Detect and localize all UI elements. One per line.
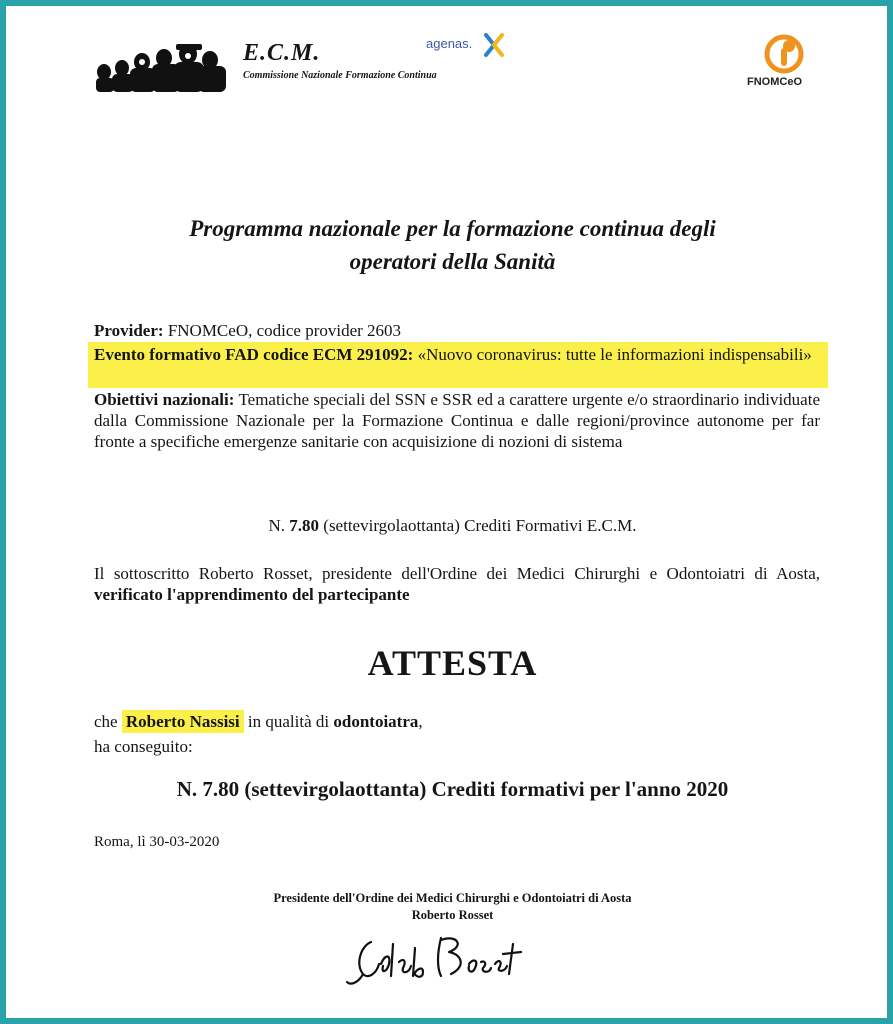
conseguito-line: ha conseguito: xyxy=(94,737,193,756)
recipient-role-prefix: in qualità di xyxy=(247,712,330,731)
recipient-line xyxy=(94,712,423,732)
recipient-role-suffix: , xyxy=(418,712,423,731)
signatory-block xyxy=(6,890,893,924)
fnomceo-emblem-icon xyxy=(763,34,805,74)
credits-line xyxy=(6,516,893,536)
statement-text: Il sottoscritto Roberto Rosset, presidente dell'Ordine dei Medici Chirurghi e Odontoiatri di Aosta, xyxy=(94,564,820,583)
provider-value: FNOMCeO, codice provider 2603 xyxy=(167,321,402,340)
credits-prefix: N. xyxy=(268,516,286,535)
title-line-2: operatori della Sanità xyxy=(349,249,556,274)
ecm-figures-logo xyxy=(92,34,242,94)
credits-suffix: (settevirgolaottanta) Crediti Formativi E.C.M. xyxy=(323,516,637,535)
signatory-title: Presidente dell'Ordine dei Medici Chirurghi e Odontoiatri di Aosta xyxy=(273,891,632,905)
document-title xyxy=(6,212,893,278)
ecm-subtitle: Commissione Nazionale Formazione Continua xyxy=(243,70,437,81)
title-line-1: Programma nazionale per la formazione continua degli xyxy=(189,216,716,241)
event-line xyxy=(94,344,820,365)
provider-label: Provider: xyxy=(94,321,164,340)
recipient-che: che xyxy=(94,712,118,731)
provider-line xyxy=(94,320,820,341)
fnomceo-logo-text: FNOMCeO xyxy=(747,76,802,88)
credits-year-line: N. 7.80 (settevirgolaottanta) Crediti formativi per l'anno 2020 xyxy=(176,777,729,801)
credits-number: 7.80 xyxy=(289,516,320,535)
ecm-title: E.C.M. xyxy=(243,40,321,66)
objectives-value: Tematiche speciali del SSN e SSR ed a carattere urgente e/o straordinario individuate dalla Commissione Nazionale per la Formazione Continua e dalle regioni/province autonome per far fronte a specifiche emergenze sanitarie con acquisizione di nozioni di sistema xyxy=(94,390,820,451)
event-label: Evento formativo FAD codice ECM 291092: xyxy=(94,345,414,364)
statement-bold: verificato l'apprendimento del partecipante xyxy=(94,585,410,604)
agenas-x-icon xyxy=(482,32,508,58)
recipient-name: Roberto Nassisi xyxy=(122,710,244,733)
statement-paragraph xyxy=(94,563,820,605)
signatory-name: Roberto Rosset xyxy=(411,908,494,922)
attesta-heading: ATTESTA xyxy=(367,643,538,683)
recipient-role: odontoiatra xyxy=(333,712,419,731)
agenas-logo-text: agenas. xyxy=(426,36,473,51)
handwritten-signature xyxy=(341,924,541,994)
event-value: «Nuovo coronavirus: tutte le informazioni indispensabili» xyxy=(417,345,812,364)
place-date: Roma, lì 30-03-2020 xyxy=(94,834,220,850)
objectives-paragraph xyxy=(94,389,820,452)
objectives-label: Obiettivi nazionali: xyxy=(94,390,235,409)
